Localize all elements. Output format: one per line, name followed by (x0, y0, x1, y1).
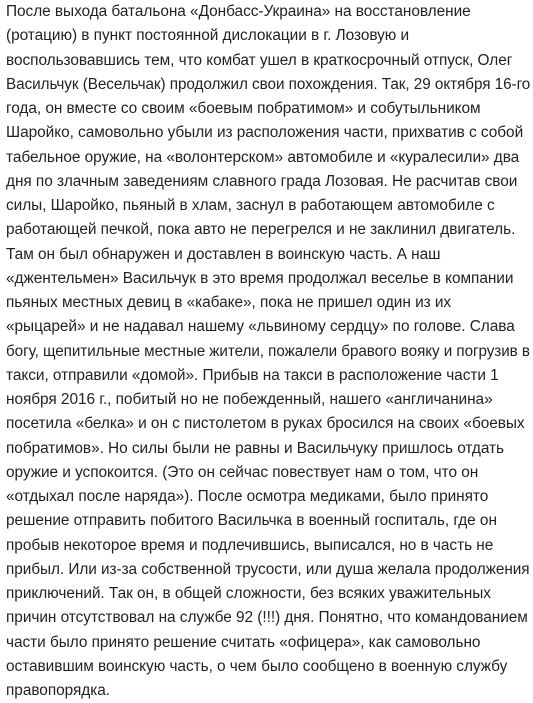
text-line: части было принято решение считать «офицера», как самовольно (6, 633, 481, 651)
text-line: Шаройко, самовольно убыли из расположения части, прихватив с собой (6, 124, 524, 142)
text-line: Васильчук (Весельчак) продолжил свои похождения. Так, 29 октября 16-го (6, 75, 531, 93)
text-line: богу, щепитильные местные жители, пожалели бравого вояку и погрузив в (6, 342, 530, 360)
text-line: пробыв некоторое время и подлечившись, выписался, но в часть не (6, 536, 494, 554)
text-line: посетила «белка» и он с пистолетом в руках бросился на своих «боевых (6, 415, 525, 433)
text-line: прибыл. Или из-за собственной трусости, или душа желала продолжения (6, 560, 530, 578)
text-line: Там он был обнаружен и доставлен в воинскую часть. А наш (6, 245, 441, 263)
text-line: воспользовавшись тем, что комбат ушел в краткосрочный отпуск, Олег (6, 51, 513, 69)
text-line: решение отправить побитого Васильчка в военный госпиталь, где он (6, 512, 497, 530)
text-line: года, он вместе со своим «боевым побратимом» и собутыльником (6, 100, 481, 117)
text-line: приключений. Так он, в общей сложности, без всяких уважительных (6, 585, 491, 602)
text-line: дня по злачным заведениям славного града Лозовая. Не расчитав свои (6, 172, 518, 190)
text-line: «рыцарей» и не надавал нашему «львиному сердцу» по голове. Слава (6, 318, 515, 336)
text-line: «отдыхал после наряда»). После осмотра медиками, было принято (6, 488, 489, 505)
text-line: работающей печкой, пока авто не перегрелся и не заклинил двигатель. (6, 221, 516, 239)
text-line: табельное оружие, на «волонтерском» автомобиле и «куралесили» два (6, 148, 520, 166)
text-line: силы, Шаройко, пьяный в хлам, заснул в работающем автомобиле с (6, 197, 495, 214)
text-line: пьяных местных девиц в «кабаке», пока не пришел один из их (6, 294, 452, 311)
text-line: причин отсутствовал на службе 92 (!!!) дня. Понятно, что командованием (6, 609, 528, 627)
text-line: такси, отправили «домой». Прибыв на такси в расположение части 1 (6, 366, 499, 384)
text-line: оружие и успокоится. (Это он сейчас повествует нам о том, что он (6, 463, 479, 481)
text-line: (ротацию) в пункт постоянной дислокации в г. Лозовую и (6, 27, 410, 45)
text-line: оставившим воинскую часть, о чем было сообщено в военную службу (6, 657, 508, 675)
text-line: После выхода батальона «Донбасс-Украина» на восстановление (6, 3, 471, 20)
text-line: «джентельмен» Васильчук в это время продолжал веселье в компании (6, 269, 514, 287)
text-line: ноября 2016 г., побитый но не побежденный, нашего «англичанина» (6, 391, 493, 408)
text-line: побратимов». Но силы были не равны и Васильчуку пришлось отдать (6, 439, 505, 457)
text-line: правопорядка. (6, 682, 111, 699)
